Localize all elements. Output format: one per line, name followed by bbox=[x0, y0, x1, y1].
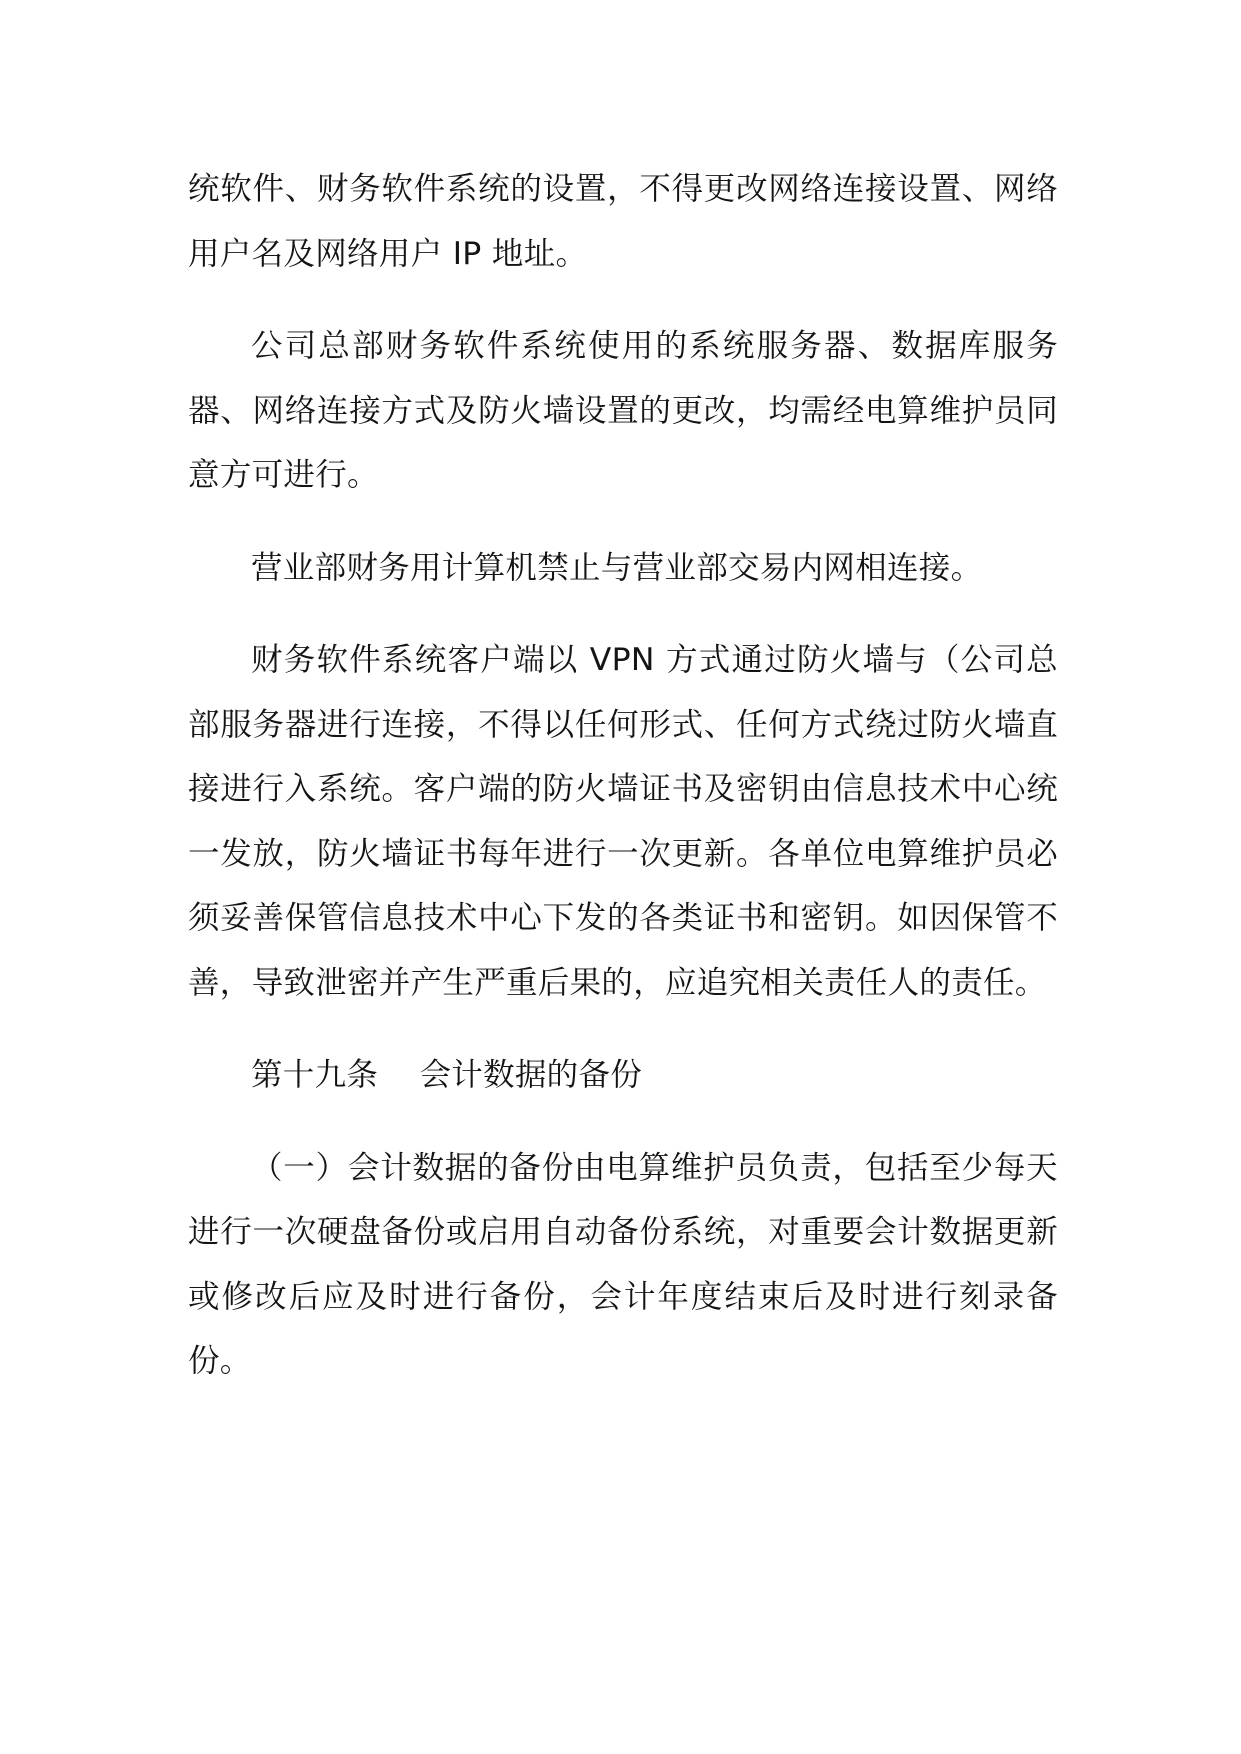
document-body bbox=[188, 157, 1058, 1422]
paragraph-network-settings: 统软件、财务软件系统的设置，不得更改网络连接设置、网络用户名及网络用户 IP 地址。 bbox=[188, 171, 1058, 272]
paragraph-business-dept: 营业部财务用计算机禁止与营业部交易内网相连接。 bbox=[251, 549, 983, 586]
paragraph-server-changes: 公司总部财务软件系统使用的系统服务器、数据库服务器、网络连接方式及防火墙设置的更改，均需经电算维护员同意方可进行。 bbox=[188, 328, 1058, 493]
article-number: 第十九条 bbox=[251, 1057, 379, 1093]
paragraph-vpn-firewall: 财务软件系统客户端以 VPN 方式通过防火墙与（公司总部服务器进行连接，不得以任何形式、任何方式绕过防火墙直接进行入系统。客户端的防火墙证书及密钥由信息技术中心统一发放，防火墙证书每年进行一次更新。各单位电算维护员必须妥善保管信息技术中心下发的各类证书和密钥。如因保管不善，导致泄密并产生严重后果的，应追究相关责任人的责任。 bbox=[188, 642, 1058, 1001]
article-title: 会计数据的备份 bbox=[419, 1057, 643, 1093]
clause-backup: （一）会计数据的备份由电算维护员负责，包括至少每天进行一次硬盘备份或启用自动备份系统，对重要会计数据更新或修改后应及时进行备份，会计年度结束后及时进行刻录备份。 bbox=[188, 1149, 1058, 1379]
article-heading bbox=[188, 1043, 1058, 1108]
